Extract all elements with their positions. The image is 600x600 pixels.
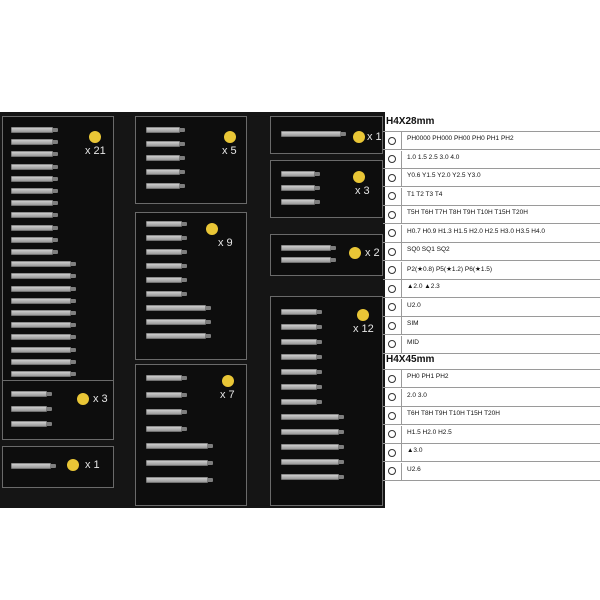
spec-row <box>383 225 600 243</box>
spec-row-text: H1.5 H2.0 H2.5 <box>407 428 452 436</box>
bit-type-icon <box>383 389 402 406</box>
screwdriver-bit <box>11 322 71 328</box>
screwdriver-bit <box>11 237 53 243</box>
bit-type-icon <box>383 262 402 279</box>
screwdriver-bit <box>281 429 339 435</box>
square-icon <box>353 171 365 183</box>
spec-row-text: T6H T8H T9H T10H T15H T20H <box>407 410 500 417</box>
spec-row <box>383 463 600 481</box>
spec-row-text: SQ0 SQ1 SQ2 <box>407 246 450 253</box>
screwdriver-bit <box>11 164 53 170</box>
bit-panel-slotted-7 <box>135 364 247 506</box>
screwdriver-bit <box>11 225 53 231</box>
bit-type-icon <box>383 206 402 223</box>
spec-table <box>383 112 600 508</box>
screwdriver-bit <box>11 421 47 427</box>
screwdriver-bit <box>146 409 182 415</box>
screwdriver-bit <box>11 334 71 340</box>
screwdriver-bit <box>281 245 331 251</box>
screwdriver-bit <box>146 127 180 133</box>
spec-row-text: P2(★0.8) P5(★1.2) P6(★1.5) <box>407 265 493 273</box>
tri-wing-icon <box>224 131 236 143</box>
screwdriver-bit <box>281 369 317 375</box>
u-type-icon <box>349 247 361 259</box>
screwdriver-bit <box>146 221 182 227</box>
spec-row <box>383 370 600 388</box>
screwdriver-bit <box>281 339 317 345</box>
bit-type-icon <box>383 426 402 443</box>
bit-count: x 7 <box>220 389 235 401</box>
bit-count: x 5 <box>222 145 237 157</box>
bit-count: x 3 <box>355 185 370 197</box>
bit-type-icon <box>383 132 402 149</box>
screwdriver-bit <box>11 310 71 316</box>
screwdriver-bit <box>146 305 206 311</box>
spec-row-text: PH0 PH1 PH2 <box>407 373 449 380</box>
torx-icon <box>89 131 101 143</box>
bit-type-icon <box>383 370 402 387</box>
screwdriver-bit <box>11 249 53 255</box>
screwdriver-bit <box>281 309 317 315</box>
bit-type-icon <box>383 444 402 461</box>
spec-row <box>383 317 600 335</box>
screwdriver-bit <box>146 263 182 269</box>
spec-row-text: ▲3.0 <box>407 447 423 454</box>
screwdriver-bit <box>146 375 182 381</box>
bit-panel-hex-12 <box>270 296 383 506</box>
spec-row <box>383 206 600 224</box>
screwdriver-bit <box>11 139 53 145</box>
spec-row-text: T5H T6H T7H T8H T9H T10H T15H T20H <box>407 209 528 216</box>
spec-row <box>383 262 600 280</box>
bit-type-icon <box>383 225 402 242</box>
spec-row-text: H0.7 H0.9 H1.3 H1.5 H2.0 H2.5 H3.0 H3.5 H4.0 <box>407 227 546 235</box>
spec-row-text: PH0000 PH000 PH00 PH0 PH1 PH2 <box>407 135 514 142</box>
screwdriver-bit <box>11 406 47 412</box>
bit-count: x 1 <box>85 459 100 471</box>
screwdriver-bit <box>11 286 71 292</box>
product-infographic <box>0 112 600 508</box>
spec-row-text: SIM <box>407 320 419 327</box>
spec-row-text: T1 T2 T3 T4 <box>407 190 443 198</box>
bit-panel-square-3 <box>270 160 383 218</box>
screwdriver-bit <box>146 477 208 483</box>
screwdriver-bit <box>281 474 339 480</box>
bit-panel-u-type-2 <box>270 234 383 276</box>
spec-row <box>383 426 600 444</box>
screwdriver-bit <box>11 371 71 377</box>
phillips-icon <box>206 223 218 235</box>
bit-type-icon <box>383 463 402 480</box>
bit-count: x 2 <box>365 247 380 259</box>
screwdriver-bit <box>281 171 315 177</box>
section-heading: H4X28mm <box>386 116 435 127</box>
section-title-45mm <box>383 350 600 370</box>
screwdriver-bit <box>281 257 331 263</box>
screwdriver-bit <box>11 261 71 267</box>
screwdriver-bit <box>146 169 180 175</box>
screwdriver-bit <box>146 141 180 147</box>
section-title-28mm <box>383 112 600 132</box>
screwdriver-bit <box>281 459 339 465</box>
bit-type-icon <box>383 280 402 297</box>
spec-row-text: 1.0 1.5 2.5 3.0 4.0 <box>407 153 460 161</box>
bit-type-icon <box>383 407 402 424</box>
screwdriver-bit <box>146 319 206 325</box>
screwdriver-bit <box>11 151 53 157</box>
screwdriver-bit <box>281 185 315 191</box>
bit-type-icon <box>383 169 402 186</box>
spec-row <box>383 151 600 169</box>
spec-row <box>383 132 600 150</box>
screwdriver-bit <box>281 399 317 405</box>
screwdriver-bit <box>146 249 182 255</box>
screwdriver-bit <box>11 188 53 194</box>
screwdriver-bit <box>146 426 182 432</box>
bit-panel-sim-1 <box>2 446 114 488</box>
screwdriver-bit <box>11 200 53 206</box>
bit-panel-torx-21 <box>2 116 114 384</box>
bit-display-area <box>0 112 385 508</box>
spec-row <box>383 243 600 261</box>
screwdriver-bit <box>281 384 317 390</box>
bit-count: x 3 <box>93 393 108 405</box>
screwdriver-bit <box>11 463 51 469</box>
slotted-icon <box>222 375 234 387</box>
screwdriver-bit <box>146 155 180 161</box>
screwdriver-bit <box>11 273 71 279</box>
triangle-icon <box>77 393 89 405</box>
screwdriver-bit <box>146 460 208 466</box>
bit-type-icon <box>383 188 402 205</box>
bit-count: x 21 <box>85 145 106 157</box>
spec-row-text: U2.0 <box>407 301 421 309</box>
spec-row-text: 2.0 3.0 <box>407 391 427 399</box>
screwdriver-bit <box>281 324 317 330</box>
bit-panel-phillips-9 <box>135 212 247 360</box>
spec-row <box>383 389 600 407</box>
screwdriver-bit <box>281 414 339 420</box>
screwdriver-bit <box>11 359 71 365</box>
sim-icon <box>67 459 79 471</box>
screwdriver-bit <box>11 127 53 133</box>
screwdriver-bit <box>146 235 182 241</box>
screwdriver-bit <box>281 444 339 450</box>
spec-row <box>383 299 600 317</box>
screwdriver-bit <box>11 298 71 304</box>
spec-row-text: Y0.6 Y1.5 Y2.0 Y2.5 Y3.0 <box>407 172 481 179</box>
mid-icon <box>353 131 365 143</box>
screwdriver-bit <box>146 443 208 449</box>
bit-panel-mid-1 <box>270 116 383 154</box>
screwdriver-bit <box>281 354 317 360</box>
bit-count: x 9 <box>218 237 233 249</box>
screwdriver-bit <box>11 391 47 397</box>
screwdriver-bit <box>146 277 182 283</box>
spec-row-text: ▲2.0 ▲2.3 <box>407 283 440 290</box>
screwdriver-bit <box>11 176 53 182</box>
bit-panel-tri-wing-5 <box>135 116 247 204</box>
screwdriver-bit <box>146 333 206 339</box>
bit-count: x 12 <box>353 323 374 335</box>
hex-icon <box>357 309 369 321</box>
spec-row-text: U2.6 <box>407 465 421 473</box>
spec-row <box>383 407 600 425</box>
bit-type-icon <box>383 243 402 260</box>
bit-type-icon <box>383 317 402 334</box>
spec-row-text: MID <box>407 338 419 346</box>
spec-row <box>383 169 600 187</box>
spec-row <box>383 280 600 298</box>
spec-row <box>383 188 600 206</box>
screwdriver-bit <box>281 199 315 205</box>
bit-type-icon <box>383 151 402 168</box>
screwdriver-bit <box>11 347 71 353</box>
screwdriver-bit <box>146 392 182 398</box>
screwdriver-bit <box>146 183 180 189</box>
screwdriver-bit <box>146 291 182 297</box>
bit-count: x 1 <box>367 131 382 143</box>
bit-type-icon <box>383 299 402 316</box>
screwdriver-bit <box>281 131 341 137</box>
screwdriver-bit <box>11 212 53 218</box>
spec-row <box>383 444 600 462</box>
bit-panel-triangle-3 <box>2 380 114 440</box>
section-heading: H4X45mm <box>386 354 435 365</box>
